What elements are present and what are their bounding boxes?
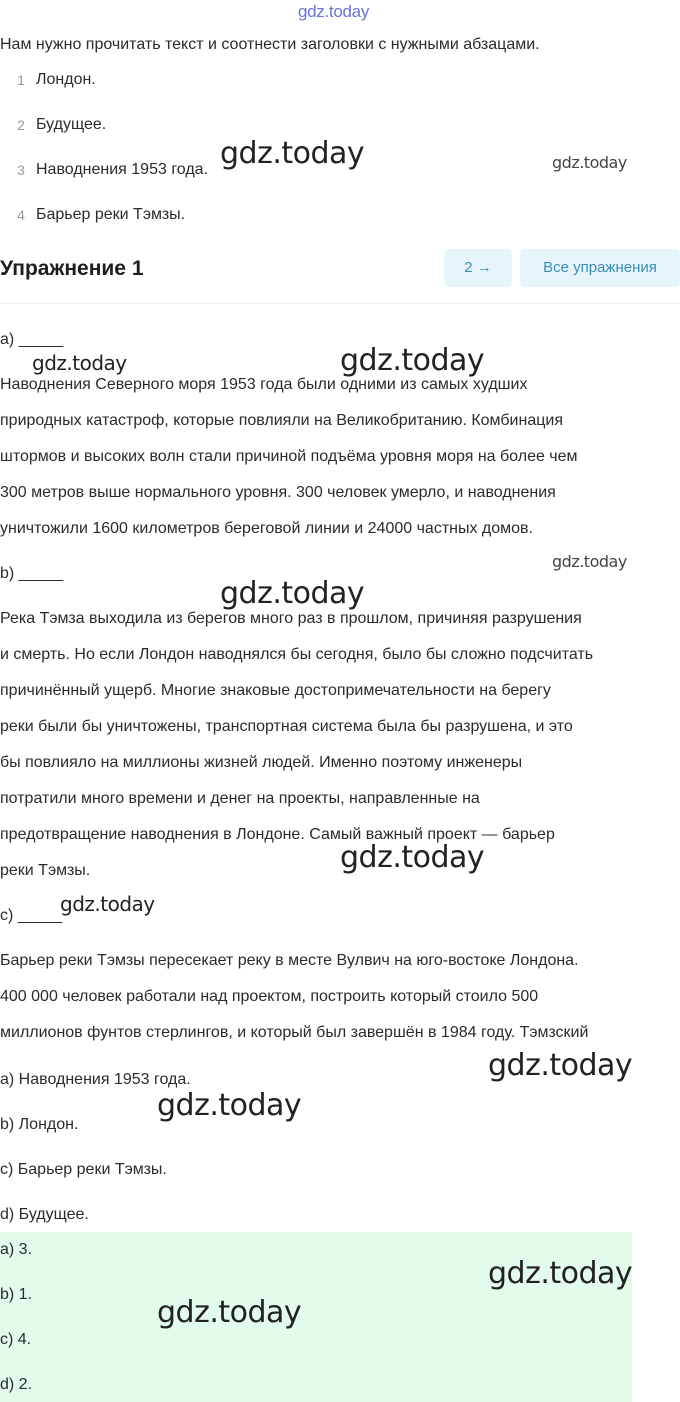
answer-item: c) 4. bbox=[0, 1331, 32, 1348]
paragraph-c-line: 400 000 человек работали над проектом, построить который стоило 500 bbox=[0, 988, 539, 1005]
watermark: gdz.today bbox=[552, 153, 627, 172]
next-exercise-button[interactable]: 2 → bbox=[444, 249, 512, 287]
paragraph-a-line: штормов и высоких волн стали причиной подъёма уровня моря на более чем bbox=[0, 448, 578, 465]
watermark: gdz.today bbox=[60, 892, 155, 916]
answer-item: d) 2. bbox=[0, 1376, 33, 1393]
paragraph-b-line: предотвращение наводнения в Лондоне. Самый важный проект — барьер bbox=[0, 826, 555, 843]
intro-text: Нам нужно прочитать текст и соотнести заголовки с нужными абзацами. bbox=[0, 36, 540, 53]
paragraph-b-line: реки Тэмзы. bbox=[0, 862, 91, 879]
paragraph-c-line: миллионов фунтов стерлингов, и который был завершён в 1984 году. Тэмзский bbox=[0, 1024, 589, 1041]
top-watermark: gdz.today bbox=[298, 2, 370, 21]
answer-item: a) 3. bbox=[0, 1241, 33, 1258]
paragraph-a-line: Наводнения Северного моря 1953 года были одними из самых худших bbox=[0, 376, 528, 393]
paragraph-b-label: b) _____ bbox=[0, 565, 64, 582]
list-text: Наводнения 1953 года. bbox=[36, 161, 209, 178]
match-item: a) Наводнения 1953 года. bbox=[0, 1071, 191, 1088]
watermark: gdz.today bbox=[340, 343, 485, 378]
paragraph-c-label: c) _____ bbox=[0, 907, 63, 924]
watermark: gdz.today bbox=[220, 576, 365, 611]
watermark: gdz.today bbox=[488, 1048, 633, 1083]
match-item: b) Лондон. bbox=[0, 1116, 79, 1133]
paragraph-b-line: и смерть. Но если Лондон наводнялся бы сегодня, было бы сложно подсчитать bbox=[0, 646, 594, 663]
paragraph-c-line: Барьер реки Тэмзы пересекает реку в месте Вулвич на юго-востоке Лондона. bbox=[0, 952, 579, 969]
list-number: 3 bbox=[17, 162, 25, 178]
list-number: 4 bbox=[17, 207, 25, 223]
paragraph-b-line: Река Тэмза выходила из берегов много раз в прошлом, причиняя разрушения bbox=[0, 610, 582, 627]
watermark: gdz.today bbox=[552, 552, 627, 571]
paragraph-a-line: природных катастроф, которые повлияли на Великобританию. Комбинация bbox=[0, 412, 563, 429]
paragraph-b-line: бы повлияло на миллионы жизней людей. Именно поэтому инженеры bbox=[0, 754, 523, 771]
all-exercises-button[interactable]: Все упражнения bbox=[520, 249, 680, 287]
exercise-title: Упражнение 1 bbox=[0, 257, 144, 280]
paragraph-b-line: потратили много времени и денег на проекты, направленные на bbox=[0, 790, 480, 807]
watermark: gdz.today bbox=[488, 1256, 633, 1291]
watermark: gdz.today bbox=[340, 840, 485, 875]
list-number: 2 bbox=[17, 117, 25, 133]
match-item: d) Будущее. bbox=[0, 1206, 89, 1223]
watermark: gdz.today bbox=[32, 351, 127, 375]
match-item: c) Барьер реки Тэмзы. bbox=[0, 1161, 167, 1178]
list-text: Лондон. bbox=[36, 71, 96, 88]
paragraph-b-line: причинённый ущерб. Многие знаковые достопримечательности на берегу bbox=[0, 682, 551, 699]
answer-item: b) 1. bbox=[0, 1286, 33, 1303]
paragraph-a-line: 300 метров выше нормального уровня. 300 человек умерло, и наводнения bbox=[0, 484, 556, 501]
paragraph-b-line: реки были бы уничтожены, транспортная система была бы разрушена, и это bbox=[0, 718, 573, 735]
paragraph-a-label: a) _____ bbox=[0, 331, 64, 348]
paragraph-a-line: уничтожили 1600 километров береговой линии и 24000 частных домов. bbox=[0, 520, 533, 537]
divider bbox=[0, 303, 680, 304]
list-number: 1 bbox=[17, 72, 25, 88]
watermark: gdz.today bbox=[157, 1088, 302, 1123]
list-text: Барьер реки Тэмзы. bbox=[36, 206, 186, 223]
list-text: Будущее. bbox=[36, 116, 107, 133]
watermark: gdz.today bbox=[220, 136, 365, 171]
watermark: gdz.today bbox=[157, 1295, 302, 1330]
